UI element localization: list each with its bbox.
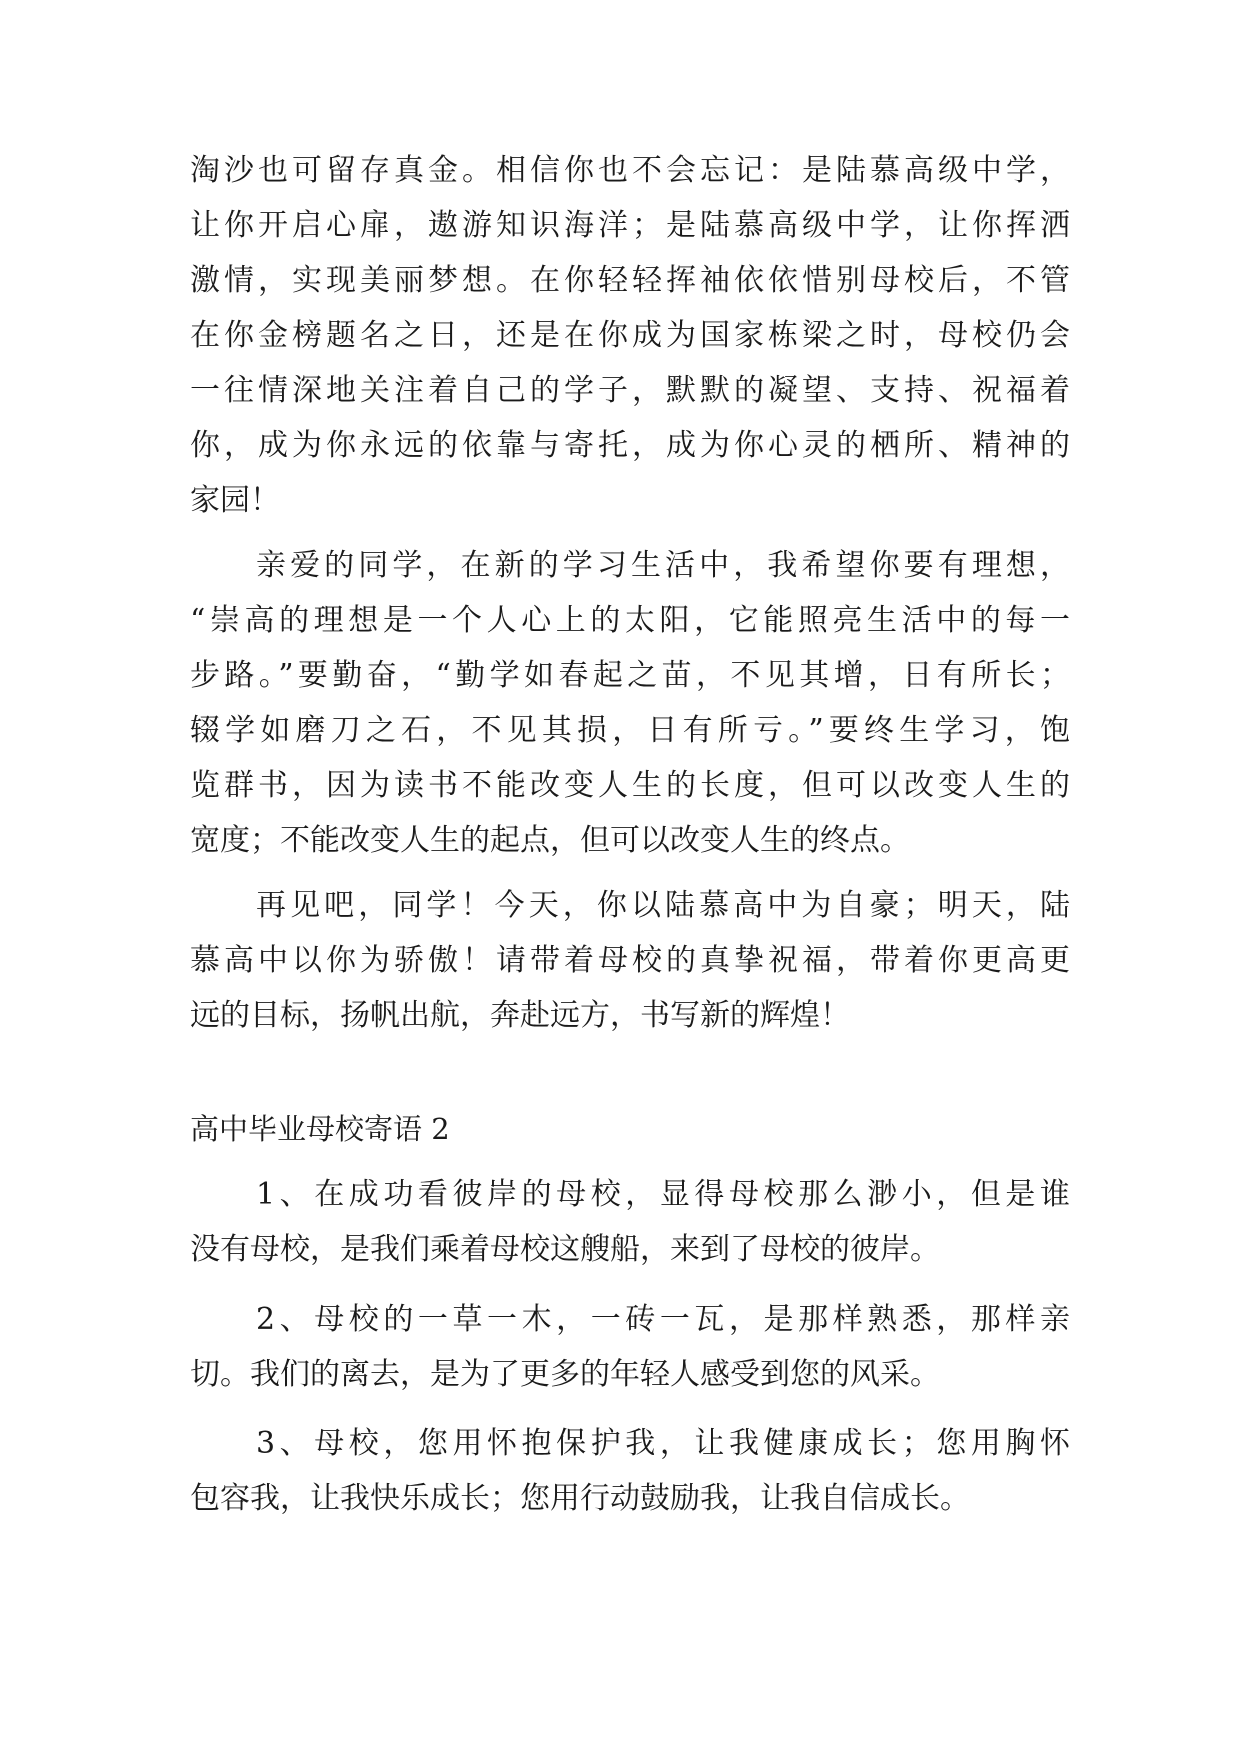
body-text-line: 览群书，因为读书不能改变人生的长度，但可以改变人生的 <box>190 768 1070 803</box>
body-text-line: 在你金榜题名之日，还是在你成为国家栋梁之时，母校仍会 <box>190 318 1070 353</box>
paragraph-first-line: 亲爱的同学，在新的学习生活中，我希望你要有理想， <box>256 548 1070 583</box>
body-text-line: 你，成为你永远的依靠与寄托，成为你心灵的栖所、精神的 <box>190 428 1070 463</box>
list-item-line: 切。我们的离去，是为了更多的年轻人感受到您的风采。 <box>190 1357 940 1392</box>
section-heading: 高中毕业母校寄语 2 <box>190 1112 450 1146</box>
body-text-line: 激情，实现美丽梦想。在你轻轻挥袖依依惜别母校后，不管 <box>190 263 1070 298</box>
body-text-line: 辍学如磨刀之石，不见其损，日有所亏。”要终生学习，饱 <box>190 713 1070 748</box>
body-text-line: 让你开启心扉，遨游知识海洋；是陆慕高级中学，让你挥洒 <box>190 208 1070 243</box>
body-text-line: 宽度；不能改变人生的起点，但可以改变人生的终点。 <box>190 823 910 858</box>
list-item-first-line: 3、母校，您用怀抱保护我，让我健康成长；您用胸怀 <box>256 1426 1070 1461</box>
body-text-line: 一往情深地关注着自己的学子，默默的凝望、支持、祝福着 <box>190 373 1070 408</box>
list-item-first-line: 1、在成功看彼岸的母校，显得母校那么渺小，但是谁 <box>256 1177 1070 1212</box>
list-item-first-line: 2、母校的一草一木，一砖一瓦，是那样熟悉，那样亲 <box>256 1302 1070 1337</box>
body-text-line: 慕高中以你为骄傲！请带着母校的真挚祝福，带着你更高更 <box>190 943 1070 978</box>
body-text-line: 家园！ <box>190 483 280 518</box>
body-text-line: “崇高的理想是一个人心上的太阳，它能照亮生活中的每一 <box>190 603 1070 638</box>
body-text-line: 淘沙也可留存真金。相信你也不会忘记：是陆慕高级中学， <box>190 153 1070 188</box>
list-item-line: 包容我，让我快乐成长；您用行动鼓励我，让我自信成长。 <box>190 1481 970 1516</box>
paragraph-first-line: 再见吧，同学！今天，你以陆慕高中为自豪；明天，陆 <box>256 888 1070 923</box>
body-text-line: 远的目标，扬帆出航，奔赴远方，书写新的辉煌！ <box>190 998 850 1033</box>
body-text-line: 步路。”要勤奋，“勤学如春起之苗，不见其增，日有所长； <box>190 658 1070 693</box>
list-item-line: 没有母校，是我们乘着母校这艘船，来到了母校的彼岸。 <box>190 1232 940 1267</box>
